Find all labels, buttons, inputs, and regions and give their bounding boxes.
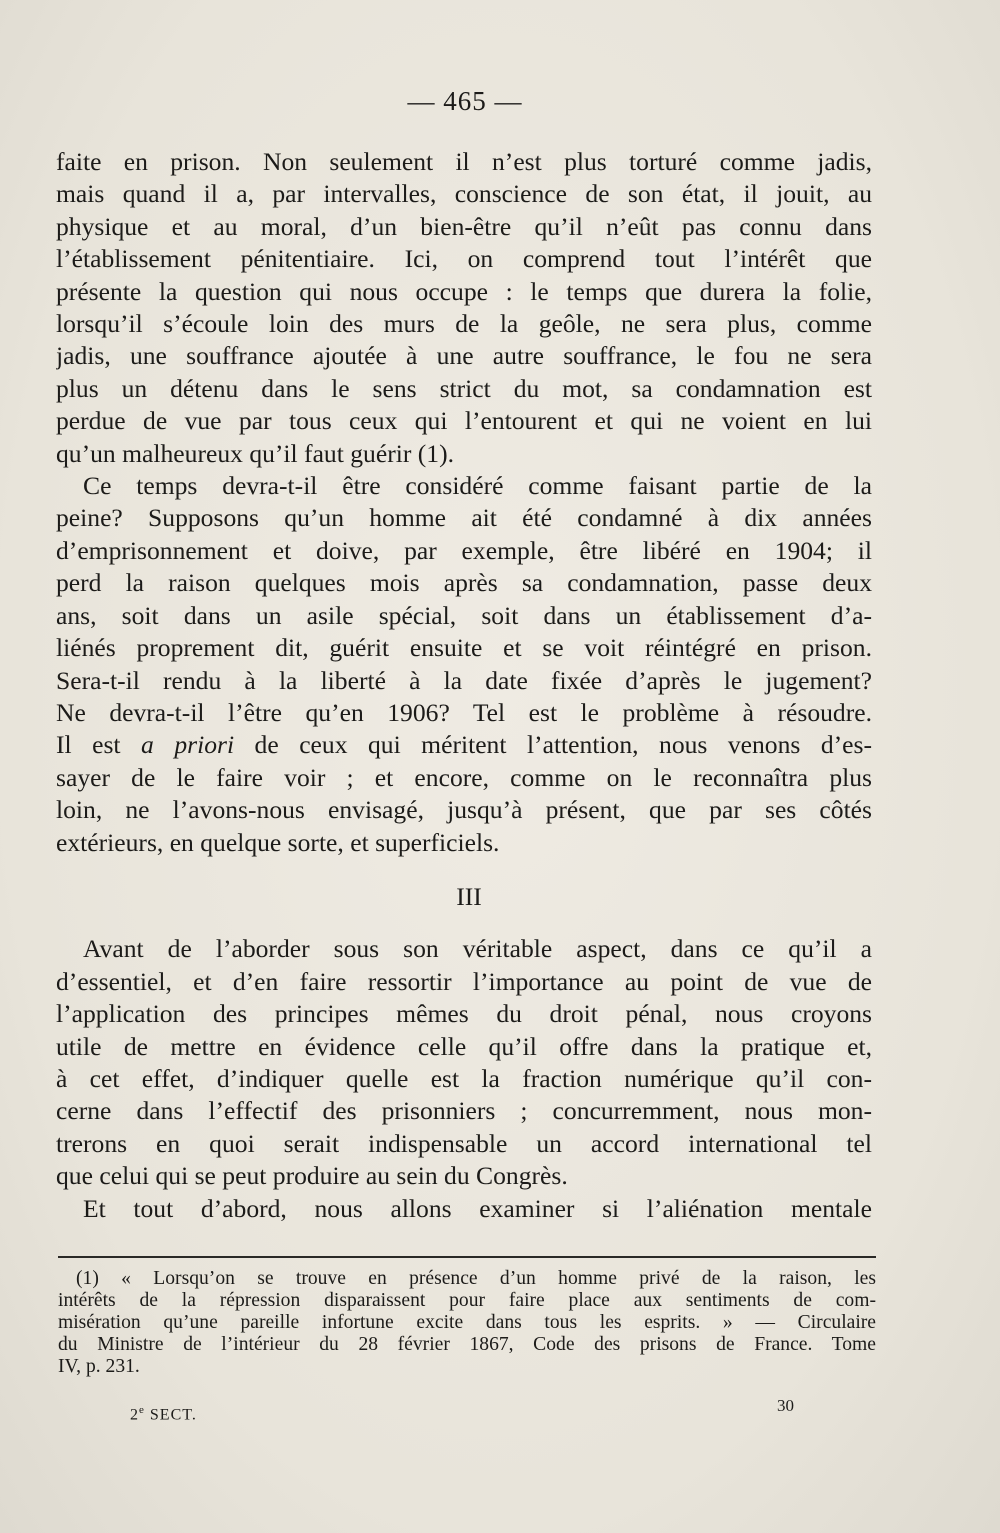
text-line: [56, 729, 872, 761]
text-line: Et tout d’abord, nous allons examiner si l’aliénation mentale: [83, 1193, 872, 1223]
text-line: à cet effet, d’indiquer quelle est la fraction numérique qu’il con-: [56, 1063, 872, 1093]
footnote-divider: [58, 1256, 876, 1258]
text-line: Ne devra-t-il l’être qu’en 1906? Tel est le problème à résoudre.: [56, 697, 872, 727]
italic-phrase: a priori: [141, 730, 235, 760]
text-line: Ce temps devra-t-il être considéré comme faisant partie de la: [83, 471, 872, 501]
text-fragment: de ceux qui méritent l’attention, nous venons d’es-: [234, 730, 872, 760]
page-number: — 465 —: [407, 86, 523, 116]
text-line: qu’un malheureux qu’il faut guérir (1).: [56, 438, 454, 468]
text-line: que celui qui se peut produire au sein du Congrès.: [56, 1161, 568, 1191]
text-line: d’essentiel, et d’en faire ressortir l’importance au point de vue de: [56, 966, 872, 996]
section-heading: III: [456, 881, 482, 911]
text-line: perd la raison quelques mois après sa condamnation, passe deux: [56, 568, 872, 598]
text-line: liénés proprement dit, guérit ensuite et se voit réintégré en prison.: [56, 633, 872, 663]
text-line: sayer de le faire voir ; et encore, comme on le reconnaîtra plus: [56, 762, 872, 792]
body-text: [56, 146, 872, 1225]
text-line: Avant de l’aborder sous son véritable aspect, dans ce qu’il a: [83, 934, 872, 964]
footnote-line: IV, p. 231.: [58, 1356, 140, 1377]
signature-number-right: 30: [777, 1396, 794, 1415]
printer-signature: [130, 1404, 197, 1424]
signature-text: SECT.: [144, 1406, 197, 1424]
text-line: jadis, une souffrance ajoutée à une autre souffrance, le fou ne sera: [56, 341, 872, 371]
text-line: extérieurs, en quelque sorte, et superficiels.: [56, 827, 500, 857]
paragraph-1: [56, 146, 872, 470]
text-line: Sera-t-il rendu à la liberté à la date fixée d’après le jugement?: [56, 665, 872, 695]
text-line: utile de mettre en évidence celle qu’il offre dans la pratique et,: [56, 1031, 872, 1061]
paragraph-2: [56, 470, 872, 859]
text-line: faite en prison. Non seulement il n’est plus torturé comme jadis,: [56, 147, 872, 176]
footnote: [58, 1268, 876, 1378]
paragraph-4: [56, 1193, 872, 1225]
footnote-line: (1) « Lorsqu’on se trouve en présence d’un homme privé de la raison, les: [76, 1268, 876, 1289]
footnote-line: intérêts de la répression disparaissent pour faire place aux sentiments de com-: [58, 1290, 876, 1311]
text-line: trerons en quoi serait indispensable un accord international tel: [56, 1128, 872, 1158]
text-line: peine? Supposons qu’un homme ait été condamné à dix années: [56, 503, 872, 533]
footnote-line: du Ministre de l’intérieur du 28 février 1867, Code des prisons de France. Tome: [58, 1334, 876, 1355]
text-line: d’emprisonnement et doive, par exemple, être libéré en 1904; il: [56, 535, 872, 565]
text-line: l’application des principes mêmes du droit pénal, nous croyons: [56, 999, 872, 1029]
text-line: lorsqu’il s’écoule loin des murs de la geôle, ne sera plus, comme: [56, 309, 872, 339]
text-line: mais quand il a, par intervalles, conscience de son état, il jouit, au: [56, 179, 872, 209]
footnote-line: misération qu’une pareille infortune excite dans tous les esprits. » — Circulaire: [58, 1312, 876, 1333]
text-line: présente la question qui nous occupe : le temps que durera la folie,: [56, 276, 872, 306]
text-fragment: Il est: [56, 730, 142, 760]
text-line: perdue de vue par tous ceux qui l’entourent et qui ne voient en lui: [56, 406, 872, 436]
paragraph-3: [56, 933, 872, 1192]
text-line: plus un détenu dans le sens strict du mot, sa condamnation est: [56, 373, 872, 403]
text-line: physique et au moral, d’un bien-être qu’il n’eût pas connu dans: [56, 211, 872, 241]
text-line: ans, soit dans un asile spécial, soit dans un établissement d’a-: [56, 600, 872, 630]
text-line: l’établissement pénitentiaire. Ici, on comprend tout l’intérêt que: [56, 244, 872, 274]
signature-number: 2: [130, 1406, 139, 1424]
text-line: cerne dans l’effectif des prisonniers ; concurremment, nous mon-: [56, 1096, 872, 1126]
signature-superscript: e: [139, 1404, 145, 1416]
text-line: loin, ne l’avons-nous envisagé, jusqu’à présent, que par ses côtés: [56, 795, 872, 825]
